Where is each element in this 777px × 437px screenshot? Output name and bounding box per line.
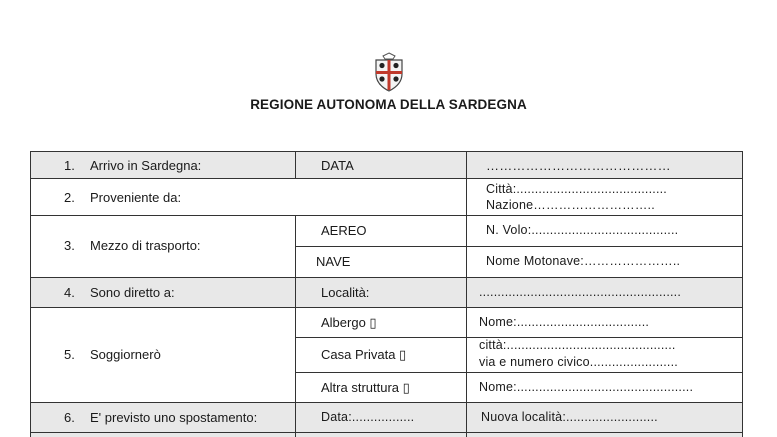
option-plane: AEREO (321, 223, 367, 238)
row-number: 3. (64, 238, 75, 253)
new-locality-field[interactable]: Nuova località:......................... (481, 410, 658, 424)
hotel-name-field[interactable]: Nome:.................................... (479, 315, 650, 329)
transfer-date-field[interactable]: Data:................. (321, 410, 415, 424)
row-label-destination: Sono diretto a: (90, 285, 175, 300)
house-city-field[interactable]: città:.............................................. (479, 338, 676, 352)
field-label-date: DATA (321, 158, 354, 173)
field-label-locality: Località: (321, 285, 370, 300)
option-private-house[interactable]: Casa Privata ▯ (321, 347, 407, 362)
other-structure-name-field[interactable]: Nome:................................................ (479, 380, 694, 394)
row-label-stay: Soggiornerò (90, 347, 161, 362)
origin-city-field[interactable]: Città:......................................... (486, 182, 667, 196)
row-number: 1. (64, 158, 75, 173)
region-title: REGIONE AUTONOMA DELLA SARDEGNA (250, 97, 527, 112)
option-hotel[interactable]: Albergo ▯ (321, 315, 377, 330)
checkbox-icon[interactable]: ▯ (399, 347, 407, 362)
row-label-arrival: Arrivo in Sardegna: (90, 158, 202, 173)
row-label-transfer: E' previsto uno spostamento: (90, 410, 258, 425)
flight-number-field[interactable]: N. Volo:........................................ (486, 223, 679, 237)
sardinia-emblem-icon (371, 52, 407, 92)
row-number: 6. (64, 410, 75, 425)
origin-country-field[interactable]: Nazione……………………….. (486, 198, 655, 212)
checkbox-icon[interactable]: ▯ (402, 380, 410, 395)
row-number: 4. (64, 285, 75, 300)
destination-locality-field[interactable]: ....................................................... (479, 285, 682, 299)
arrival-date-field[interactable]: …………………………………… (486, 158, 671, 173)
ship-name-field[interactable]: Nome Motonave:………………….. (486, 254, 681, 268)
row-label-transport: Mezzo di trasporto: (90, 238, 201, 253)
row-number: 5. (64, 347, 75, 362)
option-other-structure[interactable]: Altra struttura ▯ (321, 380, 410, 395)
row-label-origin: Proveniente da: (90, 190, 182, 205)
house-street-field[interactable]: via e numero civico........................ (479, 355, 678, 369)
checkbox-icon[interactable]: ▯ (369, 315, 377, 330)
row-number: 2. (64, 190, 75, 205)
option-ship: NAVE (316, 254, 351, 269)
